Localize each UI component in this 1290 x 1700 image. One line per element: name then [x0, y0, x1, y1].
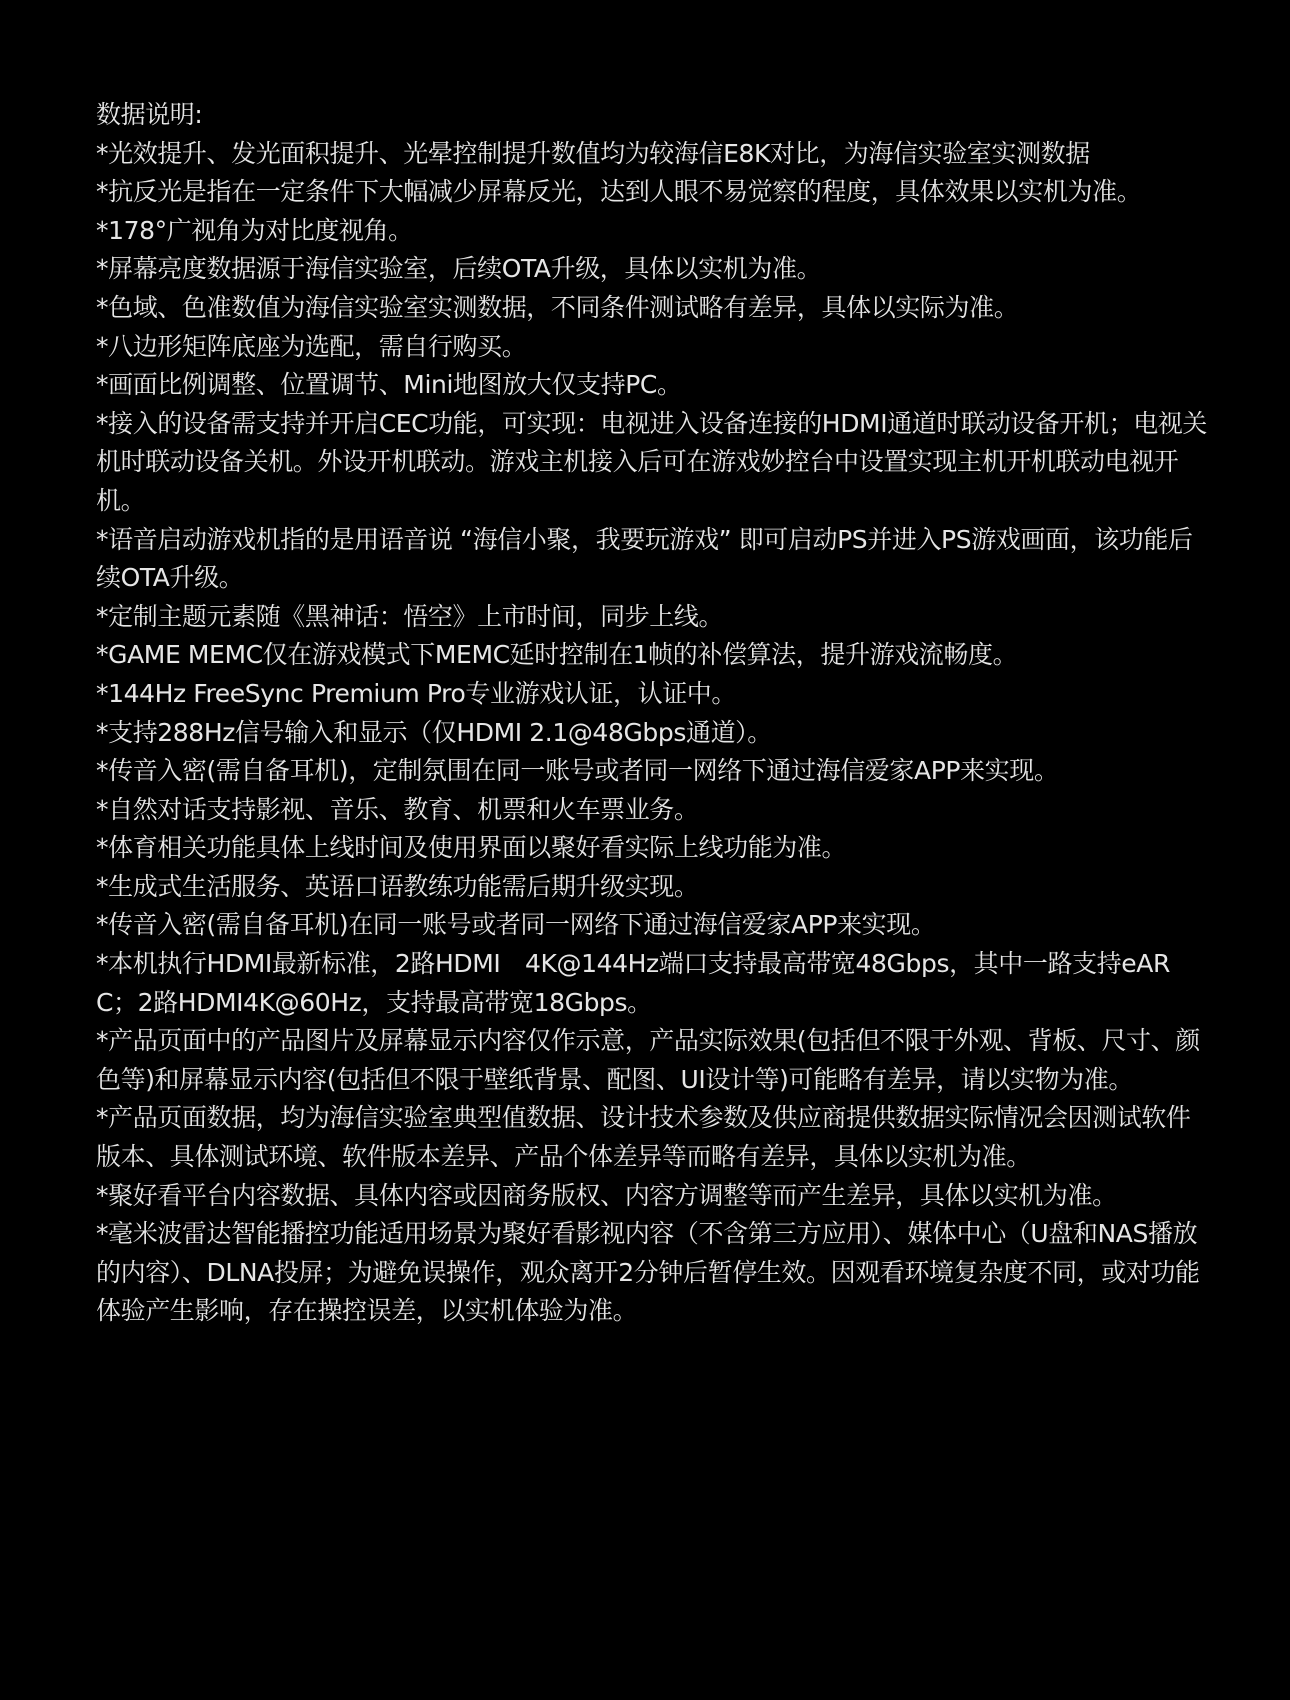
note-item: *体育相关功能具体上线时间及使用界面以聚好看实际上线功能为准。: [96, 833, 847, 863]
notes-title: 数据说明:: [96, 100, 203, 129]
note-item: *本机执行HDMI最新标准，2路HDMI 4K@144Hz端口支持最高带宽48Gbps，其中一路支持eARC；2路HDMI4K@60Hz，支持最高带宽18Gbps。: [96, 949, 1170, 1017]
note-item: *144Hz FreeSync Premium Pro专业游戏认证，认证中。: [96, 678, 736, 708]
note-item: *178°广视角为对比度视角。: [96, 215, 413, 245]
note-item: *自然对话支持影视、音乐、教育、机票和火车票业务。: [96, 794, 699, 824]
note-item: *产品页面数据，均为海信实验室典型值数据、设计技术参数及供应商提供数据实际情况会因测试软件版本、具体测试环境、软件版本差异、产品个体差异等而略有差异，具体以实机为准。: [96, 1103, 1191, 1172]
note-item: *传音入密(需自备耳机)，定制氛围在同一账号或者同一网络下通过海信爱家APP来实现。: [96, 756, 1059, 786]
note-item: *抗反光是指在一定条件下大幅减少屏幕反光，达到人眼不易觉察的程度，具体效果以实机为准。: [96, 177, 1142, 207]
note-item: *毫米波雷达智能播控功能适用场景为聚好看影视内容（不含第三方应用）、媒体中心（U盘和NAS播放的内容）、DLNA投屏；为避免误操作，观众离开2分钟后暂停生效。因观看环境复杂度不同，或对功能体验产生影响，存在操控误差，以实机体验为准。: [96, 1219, 1200, 1326]
note-item: *定制主题元素随《黑神话：悟空》上市时间，同步上线。: [96, 601, 724, 631]
note-item: *语音启动游戏机指的是用语音说 “海信小聚，我要玩游戏” 即可启动PS并进入PS游戏画面，该功能后续OTA升级。: [96, 524, 1193, 593]
note-item: *光效提升、发光面积提升、光晕控制提升数值均为较海信E8K对比，为海信实验室实测数据: [96, 138, 1090, 168]
note-item: *生成式生活服务、英语口语教练功能需后期升级实现。: [96, 871, 699, 901]
note-item: *产品页面中的产品图片及屏幕显示内容仅作示意，产品实际效果(包括但不限于外观、背板、尺寸、颜色等)和屏幕显示内容(包括但不限于壁纸背景、配图、UI设计等)可能略有差异，请以实物为准。: [96, 1026, 1200, 1094]
note-item: *画面比例调整、位置调节、Mini地图放大仅支持PC。: [96, 370, 682, 400]
note-item: *支持288Hz信号输入和显示（仅HDMI 2.1@48Gbps通道）。: [96, 717, 772, 747]
note-item: *色域、色准数值为海信实验室实测数据，不同条件测试略有差异，具体以实际为准。: [96, 292, 1019, 322]
note-item: *GAME MEMC仅在游戏模式下MEMC延时控制在1帧的补偿算法，提升游戏流畅度。: [96, 640, 1018, 670]
note-item: *屏幕亮度数据源于海信实验室，后续OTA升级，具体以实机为准。: [96, 254, 822, 284]
note-item: *传音入密(需自备耳机)在同一账号或者同一网络下通过海信爱家APP来实现。: [96, 910, 936, 940]
note-item: *接入的设备需支持并开启CEC功能，可实现：电视进入设备连接的HDMI通道时联动设备开机；电视关机时联动设备关机。外设开机联动。游戏主机接入后可在游戏妙控台中设置实现主机开机联动电视开机。: [96, 408, 1208, 515]
data-notes-section: [96, 96, 1208, 1331]
notes-list: [96, 135, 1208, 1331]
note-item: *八边形矩阵底座为选配，需自行购买。: [96, 331, 527, 361]
note-item: *聚好看平台内容数据、具体内容或因商务版权、内容方调整等而产生差异，具体以实机为准。: [96, 1180, 1117, 1210]
